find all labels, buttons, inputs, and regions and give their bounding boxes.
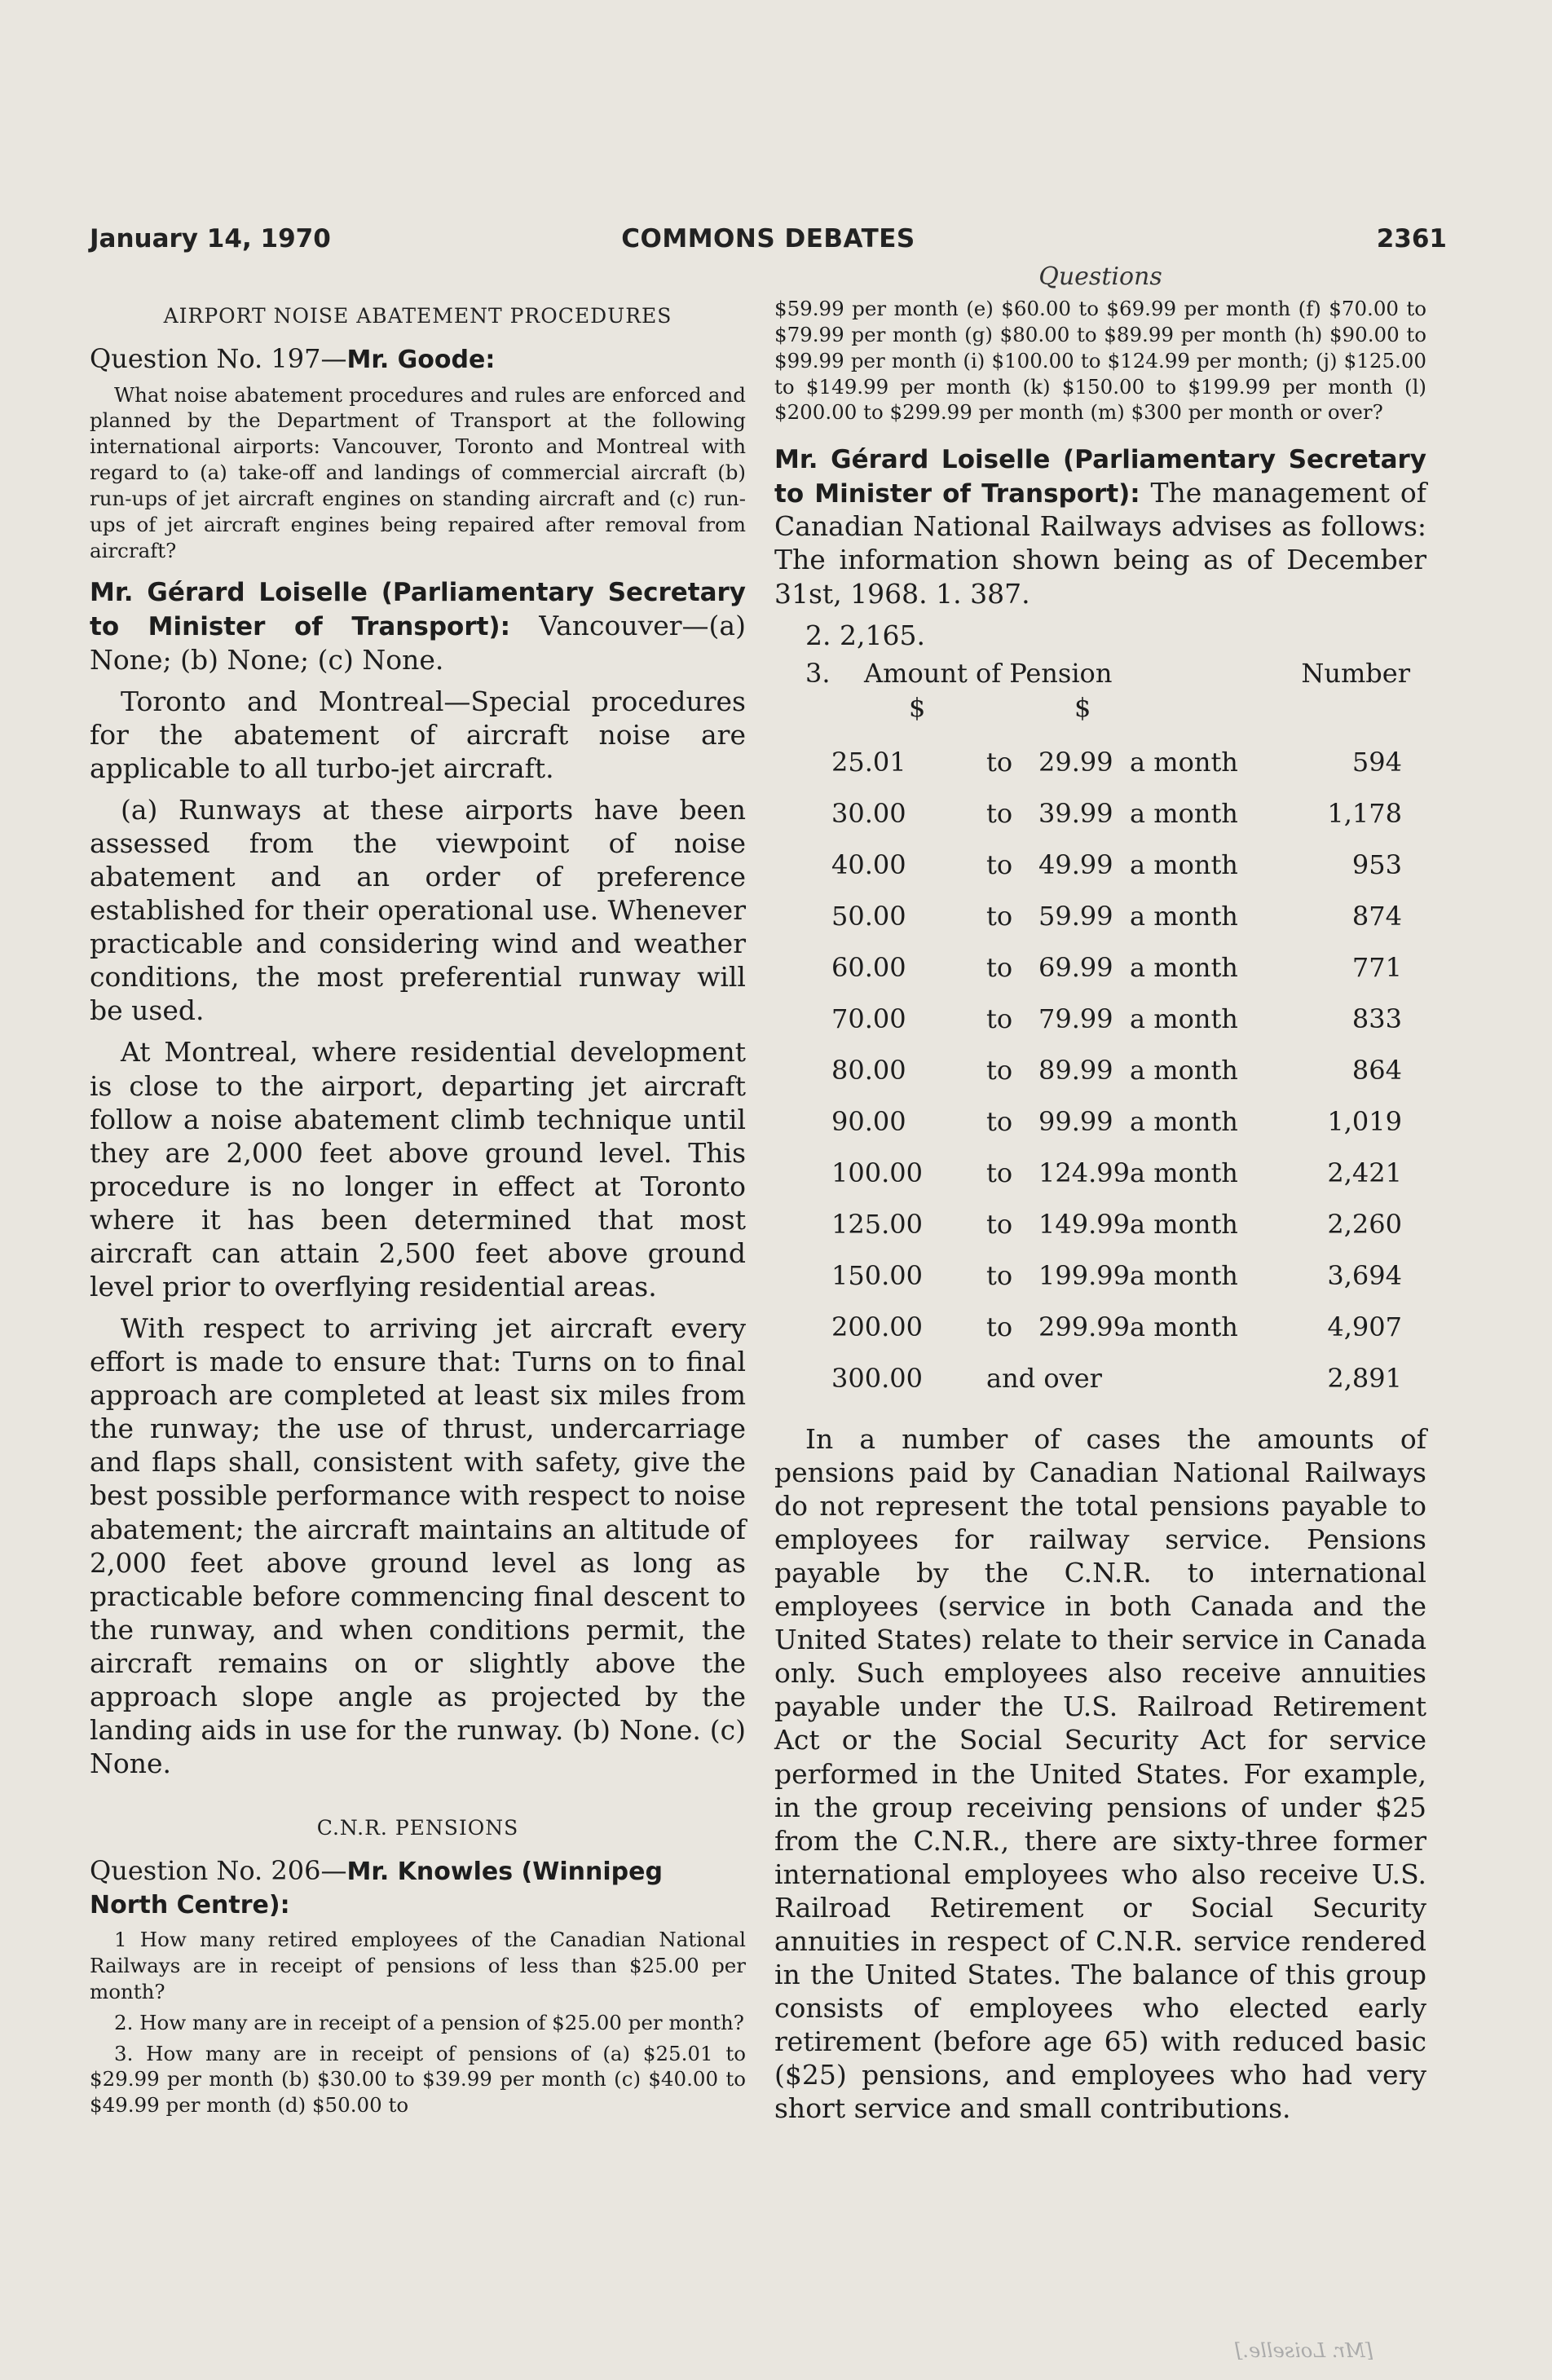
row-per-month: a month — [1129, 901, 1238, 932]
row-to: to — [986, 1003, 1013, 1035]
question-206-member: Mr. Knowles (Winnipeg North Centre): — [90, 1858, 663, 1919]
row-amount-high: 89.99 — [1038, 1055, 1113, 1086]
row-to: to — [986, 1311, 1013, 1343]
section-title-cnr-pensions: C.N.R. PENSIONS — [316, 1816, 519, 1840]
row-amount-low: 30.00 — [831, 798, 906, 830]
table-header-currency-low: $ — [909, 691, 926, 723]
row-amount-low: 60.00 — [831, 952, 906, 984]
table-row — [774, 1096, 1410, 1148]
answer-197-speaker: Mr. Gérard Loiselle (Parliamentary Secretary to Minister of Transport): — [90, 578, 746, 641]
row-to: to — [986, 1209, 1013, 1241]
answer-206-para-2: 2. 2,165. — [805, 619, 925, 651]
table-row — [774, 994, 1410, 1045]
table-header-number: Number — [1301, 657, 1410, 689]
row-to: to — [986, 798, 1013, 830]
row-number: 2,891 — [1327, 1363, 1402, 1395]
row-to: to — [986, 901, 1013, 932]
row-number: 2,260 — [1327, 1209, 1402, 1241]
page-header — [90, 224, 1447, 265]
row-per-month: a month — [1129, 849, 1238, 881]
table-header-amount: Amount of Pension — [864, 657, 1113, 689]
row-amount-low: 80.00 — [831, 1055, 906, 1086]
answer-197-para-4: At Montreal, where residential development is close to the airport, departing jet aircraft follow a noise abatement climb technique until they are 2,000 feet above ground level. This procedure is no longer in effect at Toronto where it has been determined that most aircraft can attain 2,500 feet above ground level prior to overflying residential areas. — [90, 1036, 746, 1302]
row-and-over: and over — [986, 1363, 1102, 1395]
row-number: 4,907 — [1327, 1311, 1402, 1343]
row-amount-high: 49.99 — [1038, 849, 1113, 881]
table-row-last — [774, 1353, 1410, 1404]
row-per-month: a month — [1129, 1209, 1238, 1241]
row-amount-high: 99.99 — [1038, 1106, 1113, 1138]
bleed-through-text: [Mr. Loiselle.] — [1235, 2339, 1373, 2362]
row-amount-high: 29.99 — [1038, 747, 1113, 778]
row-number: 594 — [1351, 747, 1402, 778]
row-amount-low: 200.00 — [831, 1311, 923, 1343]
row-to: to — [986, 952, 1013, 984]
row-amount-high: 124.99 — [1038, 1157, 1130, 1189]
left-column — [90, 281, 746, 2123]
running-subhead: Questions — [1038, 262, 1162, 291]
row-per-month: a month — [1129, 1055, 1238, 1086]
row-number: 864 — [1351, 1055, 1402, 1086]
pension-table — [774, 737, 1410, 1404]
answer-197-text-1: Vancouver—(a) None; (b) None; (c) None. — [90, 610, 746, 676]
header-title: COMMONS DEBATES — [621, 224, 915, 253]
answer-197-para-2: Toronto and Montreal—Special procedures for the abatement of aircraft noise are applicable to all turbo-jet aircraft. — [90, 685, 746, 784]
table-row — [774, 891, 1410, 942]
row-amount-high: 299.99 — [1038, 1311, 1130, 1343]
row-amount-high: 39.99 — [1038, 798, 1113, 830]
question-206-prefix: Question No. 206— — [90, 1855, 347, 1887]
row-number: 953 — [1351, 849, 1402, 881]
row-to: to — [986, 747, 1013, 778]
row-amount-high: 79.99 — [1038, 1003, 1113, 1035]
question-206-part-3: 3. How many are in receipt of pensions of (a) $25.01 to $29.99 per month (b) $30.00 to $39.99 per month (c) $40.00 to $49.99 per month (d) $50.00 to — [90, 2041, 746, 2118]
row-to: to — [986, 1260, 1013, 1292]
answer-206-para-1 — [774, 442, 1426, 610]
question-197-prefix: Question No. 197— — [90, 343, 347, 374]
row-amount-low: 70.00 — [831, 1003, 906, 1035]
answer-197-para-5: With respect to arriving jet aircraft every effort is made to ensure that: Turns on to final approach are completed at least six miles from the runway; the use of thrust, undercarriage and flaps shall, consistent with safety, give the best possible performance with respect to noise abatement; the aircraft maintains an altitude of 2,000 feet above ground level as long as practicable before commencing final descent to the runway, and when conditions permit, the aircraft remains on or slightly above the approach slope angle as projected by the landing aids in use for the runway. (b) None. (c) None. — [90, 1312, 746, 1780]
table-row — [774, 840, 1410, 891]
table-row — [774, 942, 1410, 994]
row-number: 1,019 — [1327, 1106, 1402, 1138]
row-per-month: a month — [1129, 1157, 1238, 1189]
row-number: 2,421 — [1327, 1157, 1402, 1189]
table-row — [774, 737, 1410, 788]
row-per-month: a month — [1129, 952, 1238, 984]
row-amount-low: 125.00 — [831, 1209, 923, 1241]
row-to: to — [986, 1106, 1013, 1138]
header-page-number: 2361 — [1376, 224, 1447, 253]
row-per-month: a month — [1129, 1260, 1238, 1292]
pension-table-header — [774, 657, 1426, 730]
row-number: 874 — [1351, 901, 1402, 932]
table-row — [774, 1199, 1410, 1250]
row-amount-high: 199.99 — [1038, 1260, 1130, 1292]
row-amount-low: 50.00 — [831, 901, 906, 932]
row-amount-low: 25.01 — [831, 747, 906, 778]
table-row — [774, 1250, 1410, 1302]
question-197-text: What noise abatement procedures and rules are enforced and planned by the Department of Transport at the following international airports: Vancouver, Toronto and Montreal with regard to (a) take-off and landings of commercial aircraft (b) run-ups of jet aircraft engines on standing aircraft and (c) run-ups of jet aircraft engines being repaired after removal from aircraft? — [90, 382, 746, 562]
table-header-currency-high: $ — [1074, 691, 1091, 723]
row-number: 771 — [1351, 952, 1402, 984]
header-date: January 14, 1970 — [90, 224, 331, 253]
row-number: 3,694 — [1327, 1260, 1402, 1292]
answer-206-para-3: In a number of cases the amounts of pensions paid by Canadian National Railways do not represent the total pensions payable to employees for railway service. Pensions payable by the C.N.R. to international employees (service in both Canada and the United States) relate to their service in Canada only. Such employees also receive annuities payable under the U.S. Railroad Retirement Act or the Social Security Act for service performed in the United States. For example, in the group receiving pensions of under $25 from the C.N.R., there are sixty-three former international employees who also receive U.S. Railroad Retirement or Social Security annuities in respect of C.N.R. service rendered in the United States. The balance of this group consists of employees who elected early retirement (before age 65) with reduced basic ($25) pensions, and employees who had very short service and small contributions. — [774, 1422, 1426, 2125]
answer-197-para-1 — [90, 575, 746, 676]
row-per-month: a month — [1129, 798, 1238, 830]
section-title-airport-noise: AIRPORT NOISE ABATEMENT PROCEDURES — [163, 304, 672, 328]
row-amount-low: 300.00 — [831, 1363, 923, 1395]
row-number: 833 — [1351, 1003, 1402, 1035]
row-to: to — [986, 1157, 1013, 1189]
table-row — [774, 1045, 1410, 1096]
question-197-heading — [90, 342, 746, 376]
question-206-heading — [90, 1854, 746, 1920]
table-row — [774, 1302, 1410, 1353]
answer-206-speaker: Mr. Gérard Loiselle (Parliamentary Secretary to Minister of Transport): — [774, 445, 1426, 509]
question-206-part-2: 2. How many are in receipt of a pension of $25.00 per month? — [114, 2010, 744, 2034]
row-per-month: a month — [1129, 747, 1238, 778]
table-row — [774, 788, 1410, 840]
row-to: to — [986, 849, 1013, 881]
row-amount-low: 90.00 — [831, 1106, 906, 1138]
row-per-month: a month — [1129, 1106, 1238, 1138]
question-206-part-1: 1 How many retired employees of the Canadian National Railways are in receipt of pensions of less than $25.00 per month? — [90, 1928, 746, 2003]
row-amount-low: 40.00 — [831, 849, 906, 881]
question-206-continued: $59.99 per month (e) $60.00 to $69.99 per month (f) $70.00 to $79.99 per month (g) $80.00 to $89.99 per month (h) $90.00 to $99.99 per month (i) $100.00 to $124.99 per month; (j) $125.00 to $149.99 per month (k) $150.00 to $199.99 per month (l) $200.00 to $299.99 per month (m) $300 per month or over? — [774, 297, 1426, 425]
right-column — [774, 262, 1426, 2133]
row-amount-high: 59.99 — [1038, 901, 1113, 932]
row-amount-low: 150.00 — [831, 1260, 923, 1292]
table-row — [774, 1148, 1410, 1199]
answer-197-para-3: (a) Runways at these airports have been assessed from the viewpoint of noise abatement and an order of preference established for their operational use. Whenever practicable and considering wind and weather conditions, the most preferential runway will be used. — [90, 793, 746, 1027]
answer-206-text-1: The management of Canadian National Railways advises as follows: The information shown being as of December 31st, 1968. 1. 387. — [774, 476, 1426, 610]
row-amount-high: 69.99 — [1038, 952, 1113, 984]
row-per-month: a month — [1129, 1311, 1238, 1343]
question-197-member: Mr. Goode: — [346, 346, 496, 374]
row-number: 1,178 — [1327, 798, 1402, 830]
row-amount-high: 149.99 — [1038, 1209, 1130, 1241]
row-amount-low: 100.00 — [831, 1157, 923, 1189]
row-per-month: a month — [1129, 1003, 1238, 1035]
table-item-label: 3. — [805, 657, 831, 689]
row-to: to — [986, 1055, 1013, 1086]
